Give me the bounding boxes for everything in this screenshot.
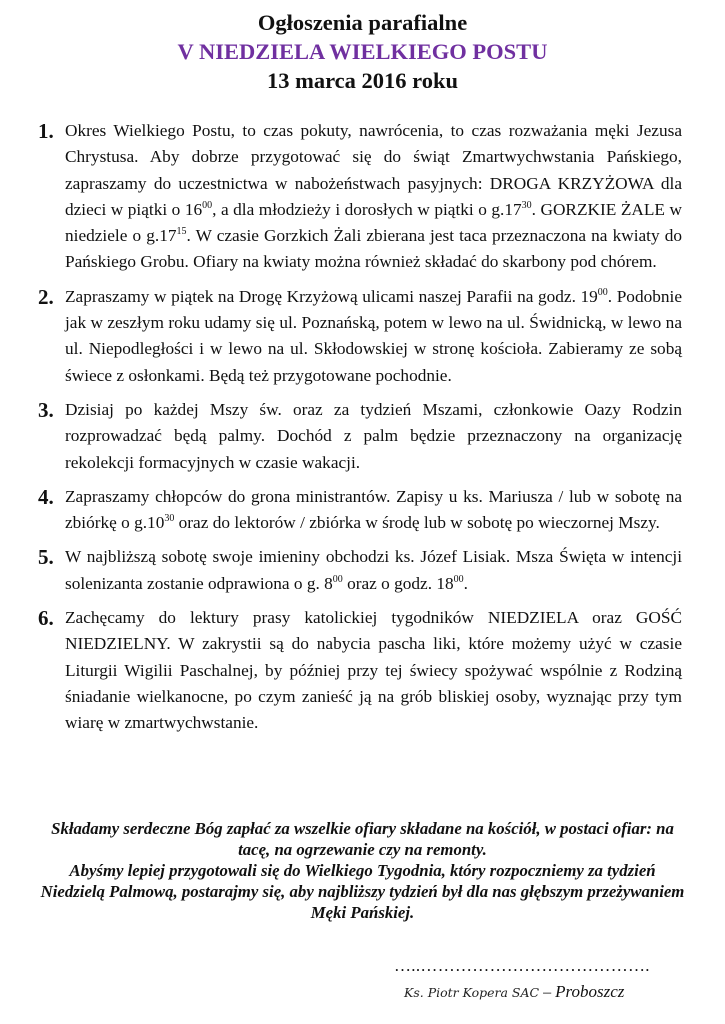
closing-exhortation: Abyśmy lepiej przygotowali się do Wielkiego Tygodnia, który rozpoczniemy za tydzień Niedzielą Palmową, postarajmy się, aby najbliższy tydzień był dla nas głębszym przeżywaniem Męki Pańskiej. <box>40 861 685 922</box>
item-text <box>65 605 682 736</box>
item-text <box>65 484 682 537</box>
text-fragment: . <box>463 573 468 593</box>
item-number: 5. <box>38 545 54 570</box>
text-fragment: Zachęcamy do lektury prasy katolickiej tygodników NIEDZIELA oraz GOŚĆ NIEDZIELNY. W zakrystii są do nabycia pascha liki, które możemy użyć w czasie Liturgii Wigilii Paschalnej, by później przy tej świecy spożywać wspólnie z Rodziną śniadanie wielkanocne, po czym zanieść ją na grób bliskiej osoby, wyznając przy tym wiarę w zmartwychwstanie. <box>65 608 682 733</box>
announcement-item <box>38 118 682 276</box>
item-text <box>65 397 682 476</box>
document-header <box>0 0 725 95</box>
signature-role: Proboszcz <box>555 982 625 1001</box>
text-fragment: W najbliższą sobotę swoje imieniny obchodzi ks. Józef Lisiak. Msza Święta w intencji solenizanta zostanie odprawiona o g. 8 <box>65 547 682 593</box>
announcement-item <box>38 484 682 537</box>
announcement-item <box>38 605 682 736</box>
item-text <box>65 544 682 597</box>
text-fragment: , a dla młodzieży i dorosłych w piątki o g.17 <box>212 199 522 219</box>
text-fragment: oraz o godz. 18 <box>342 573 454 593</box>
item-number: 1. <box>38 119 54 143</box>
time-minutes: 15 <box>176 226 187 238</box>
announcement-item <box>38 284 682 389</box>
closing-thanks: Składamy serdeczne Bóg zapłać za wszelkie ofiary składane na kościół, w postaci ofiar: na tacę, na ogrzewanie czy na remonty. <box>51 819 674 859</box>
item-number: 4. <box>38 484 54 509</box>
time-minutes: 00 <box>332 573 343 585</box>
announcement-item <box>38 544 682 597</box>
item-text <box>65 284 682 389</box>
text-fragment: . Podobnie jak w zeszłym roku udamy się ul. Poznańską, potem w lewo na ul. Świdnicką, w lewo na ul. Niepodległości i w lewo na ul. Skłodowskiej w stronę kościoła. Zabieramy ze sobą świece z osłonkami. Będą też przygotowane pochodnie. <box>65 286 682 385</box>
header-title: Ogłoszenia parafialne <box>257 10 468 35</box>
signature-separator: – <box>539 984 556 1001</box>
item-text <box>65 118 682 276</box>
time-minutes: 30 <box>521 200 532 212</box>
signature <box>404 982 704 1002</box>
header-date: 13 marca 2016 roku <box>266 68 459 93</box>
text-fragment: Zapraszamy chłopców do grona ministrantów. Zapisy u ks. Mariusza / lub w sobotę na zbiórkę o g.10 <box>65 486 682 533</box>
signature-name: Ks. Piotr Kopera SAC <box>404 985 540 1000</box>
time-minutes: 00 <box>597 287 608 299</box>
text-fragment: . GORZKIE ŻALE w niedziele o g.17 <box>65 199 682 246</box>
signature-line: …..…………………………………. <box>394 956 650 975</box>
closing-message <box>40 818 685 923</box>
time-minutes: 00 <box>453 573 464 585</box>
time-minutes: 30 <box>164 513 175 525</box>
announcement-item <box>38 397 682 476</box>
item-number: 6. <box>38 606 54 631</box>
text-fragment: . W czasie Gorzkich Żali zbierana jest taca przeznaczona na kwiaty do Pańskiego Grobu. Ofiary na kwiaty można również składać do skarbony pod chórem. <box>65 226 683 272</box>
item-number: 2. <box>38 284 54 309</box>
time-minutes: 00 <box>202 200 213 212</box>
text-fragment: Dzisiaj po każdej Mszy św. oraz za tydzień Mszami, członkowie Oazy Rodzin rozprowadzać będą palmy. Dochód z palm będzie przeznaczony na organizację rekolekcji formacyjnych w czasie wakacji. <box>65 399 682 472</box>
header-subtitle: V NIEDZIELA WIELKIEGO POSTU <box>177 39 548 64</box>
text-fragment: Okres Wielkiego Postu, to czas pokuty, nawrócenia, to czas rozważania męki Jezusa Chrystusa. Aby dobrze przygotować się do świąt Zmartwychwstania Pańskiego, zapraszamy do uczestnictwa w nabożeństwach pasyjnych: DROGA KRZYŻOWA dla dzieci w piątki o 16 <box>65 121 682 219</box>
item-number: 3. <box>38 397 54 422</box>
text-fragment: oraz do lektorów / zbiórka w środę lub w sobotę po wieczornej Mszy. <box>174 513 660 533</box>
text-fragment: Zapraszamy w piątek na Drogę Krzyżową ulicami naszej Parafii na godz. 19 <box>65 286 598 306</box>
announcements-list <box>38 118 682 745</box>
